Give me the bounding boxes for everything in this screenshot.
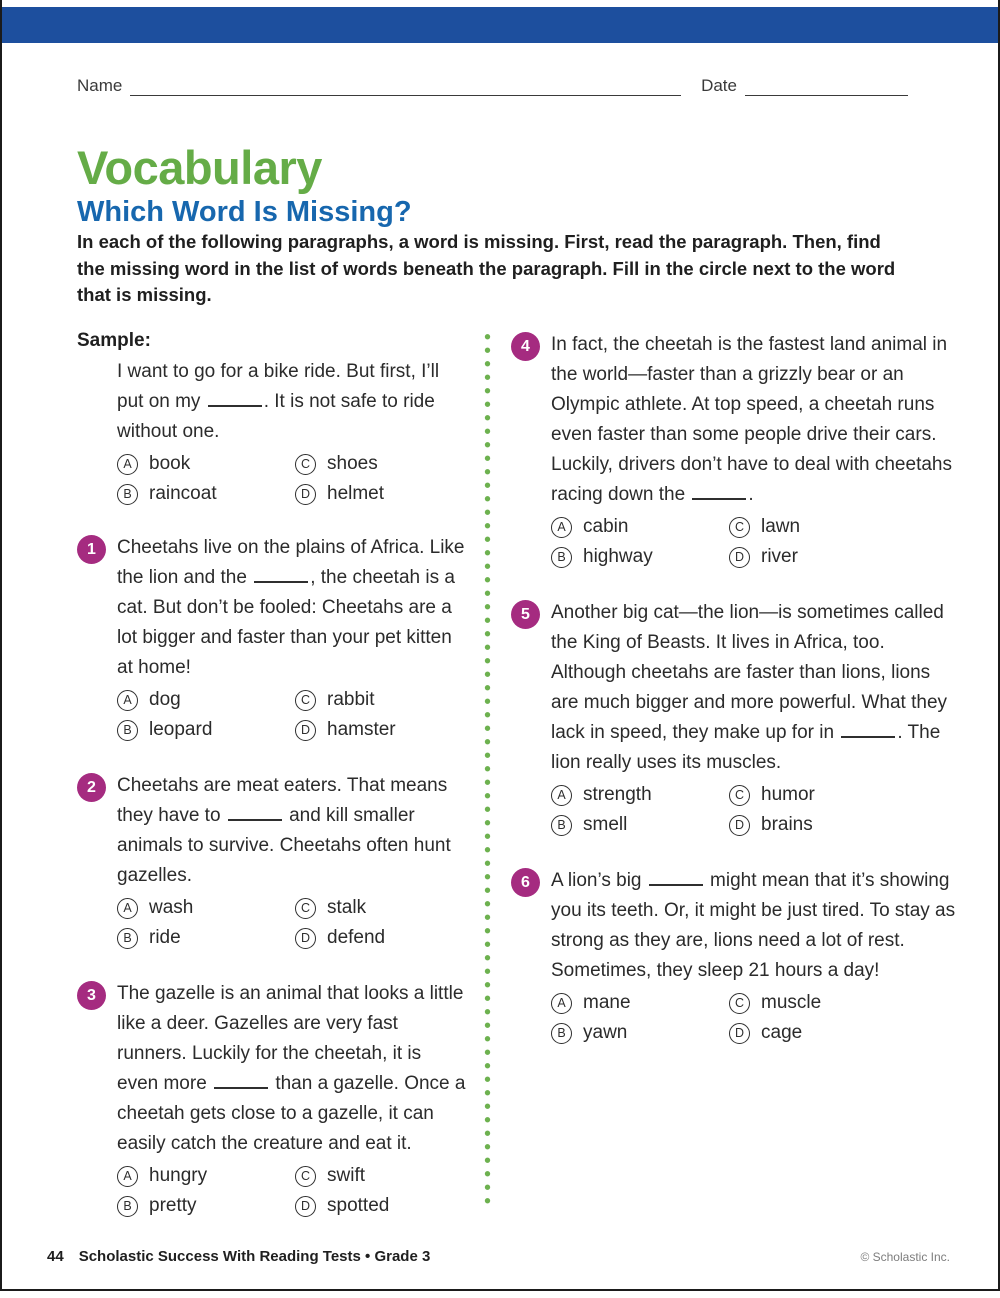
option-text: shoes <box>327 453 378 474</box>
missing-word-blank <box>841 723 895 738</box>
question-2-options <box>117 893 467 953</box>
answer-bubble-A[interactable]: A <box>551 517 572 538</box>
question-2 <box>77 771 467 953</box>
answer-bubble-C[interactable]: C <box>729 785 750 806</box>
option-text: swift <box>327 1165 365 1186</box>
question-3-options <box>117 1161 467 1221</box>
q2-option-C[interactable] <box>295 893 467 923</box>
option-text: mane <box>583 992 631 1013</box>
q2-option-D[interactable] <box>295 923 467 953</box>
question-body <box>551 866 962 1048</box>
question-number-badge: 2 <box>77 773 106 802</box>
sample-options <box>117 449 467 509</box>
question-text: In fact, the cheetah is the fastest land animal in the world—faster than a grizzly bear or an Olympic athlete. At top speed, a cheetah runs even faster than some people drive their cars. Luckily, drivers don’t have to deal with cheetahs racing down the . <box>551 334 952 505</box>
question-6 <box>511 866 962 1048</box>
name-date-row <box>77 76 908 96</box>
question-text: The gazelle is an animal that looks a little like a deer. Gazelles are very fast runners. Luckily for the cheetah, it is even more than a gazelle. Once a cheetah gets close to a gazelle, it can easily catch the creature and eat it. <box>117 983 466 1154</box>
answer-bubble-B[interactable]: B <box>117 720 138 741</box>
option-text: cage <box>761 1022 803 1043</box>
answer-bubble-A[interactable]: A <box>117 898 138 919</box>
answer-bubble-C[interactable]: C <box>295 690 316 711</box>
page-title: Vocabulary <box>77 141 322 194</box>
answer-bubble-C[interactable]: C <box>729 993 750 1014</box>
answer-bubble-C[interactable]: C <box>295 898 316 919</box>
answer-bubble-D[interactable]: D <box>295 928 316 949</box>
option-text: rabbit <box>327 689 375 710</box>
answer-bubble-A[interactable]: A <box>117 454 138 475</box>
question-body <box>117 771 467 953</box>
answer-bubble-D[interactable]: D <box>729 815 750 836</box>
answer-bubble-B[interactable]: B <box>551 1023 572 1044</box>
sample-option-A[interactable] <box>117 449 295 479</box>
sample-label: Sample: <box>77 330 151 351</box>
date-input-line[interactable] <box>745 79 908 96</box>
option-text: humor <box>761 784 815 805</box>
option-text: defend <box>327 927 386 948</box>
question-body <box>551 598 962 840</box>
answer-bubble-D[interactable]: D <box>295 1196 316 1217</box>
sample-option-C[interactable] <box>295 449 467 479</box>
option-text: cabin <box>583 516 629 537</box>
sample-option-B[interactable] <box>117 479 295 509</box>
option-text: strength <box>583 784 652 805</box>
sample-option-D[interactable] <box>295 479 467 509</box>
option-text: spotted <box>327 1195 390 1216</box>
option-text: lawn <box>761 516 801 537</box>
question-1 <box>77 533 467 745</box>
sample-section <box>77 330 467 509</box>
question-6-options <box>551 988 962 1048</box>
question-5 <box>511 598 962 840</box>
q3-option-D[interactable] <box>295 1191 467 1221</box>
question-text: Cheetahs are meat eaters. That means they have to and kill smaller animals to survive. Cheetahs often hunt gazelles. <box>117 775 451 886</box>
option-text: muscle <box>761 992 822 1013</box>
q2-option-B[interactable] <box>117 923 295 953</box>
answer-bubble-D[interactable]: D <box>295 720 316 741</box>
answer-bubble-B[interactable]: B <box>117 484 138 505</box>
question-1-options <box>117 685 467 745</box>
question-number-badge: 6 <box>511 868 540 897</box>
missing-word-blank <box>208 392 262 407</box>
q4-option-A[interactable] <box>551 512 729 542</box>
option-text: highway <box>583 546 653 567</box>
question-body <box>551 330 962 572</box>
page-subtitle: Which Word Is Missing? <box>77 196 412 228</box>
right-column <box>511 330 962 1247</box>
answer-bubble-D[interactable]: D <box>295 484 316 505</box>
option-text: raincoat <box>149 483 217 504</box>
option-text: ride <box>149 927 181 948</box>
option-text: river <box>761 546 798 567</box>
q5-option-B[interactable] <box>551 810 729 840</box>
q5-option-D[interactable] <box>729 810 962 840</box>
question-3 <box>77 979 467 1221</box>
question-text: Cheetahs live on the plains of Africa. Like the lion and the , the cheetah is a cat. But don’t be fooled: Cheetahs are a lot bigger and faster than your pet kitten at home! <box>117 537 465 678</box>
option-text: leopard <box>149 719 213 740</box>
q4-option-B[interactable] <box>551 542 729 572</box>
q1-option-C[interactable] <box>295 685 467 715</box>
answer-bubble-A[interactable]: A <box>551 785 572 806</box>
q5-option-A[interactable] <box>551 780 729 810</box>
option-text: pretty <box>149 1195 197 1216</box>
name-label: Name <box>77 76 123 95</box>
q2-option-A[interactable] <box>117 893 295 923</box>
question-number-badge: 4 <box>511 332 540 361</box>
answer-bubble-B[interactable]: B <box>117 1196 138 1217</box>
missing-word-blank <box>254 568 308 583</box>
missing-word-blank <box>692 485 746 500</box>
option-text: hungry <box>149 1165 208 1186</box>
question-number-badge: 1 <box>77 535 106 564</box>
book-title: Scholastic Success With Reading Tests • Grade 3 <box>78 1248 431 1265</box>
q3-option-B[interactable] <box>117 1191 295 1221</box>
missing-word-blank <box>649 871 703 886</box>
question-text: A lion’s big might mean that it’s showing you its teeth. Or, it might be just tired. To stay as strong as they are, lions need a lot of rest. Sometimes, they sleep 21 hours a day! <box>551 870 956 981</box>
q6-option-C[interactable] <box>729 988 962 1018</box>
question-number-badge: 3 <box>77 981 106 1010</box>
q1-option-D[interactable] <box>295 715 467 745</box>
q1-option-B[interactable] <box>117 715 295 745</box>
worksheet-body <box>77 330 962 1247</box>
copyright: © Scholastic Inc. <box>860 1250 950 1264</box>
answer-bubble-B[interactable]: B <box>551 547 572 568</box>
footer-left <box>47 1248 430 1265</box>
answer-bubble-B[interactable]: B <box>117 928 138 949</box>
left-column <box>77 330 467 1247</box>
option-text: stalk <box>327 897 367 918</box>
instructions: In each of the following paragraphs, a word is missing. First, read the paragraph. Then, find the missing word in the list of words beneath the paragraph. Fill in the circle next to the word that is missing. <box>77 231 896 305</box>
answer-bubble-C[interactable]: C <box>295 454 316 475</box>
q4-option-C[interactable] <box>729 512 962 542</box>
option-text: yawn <box>583 1022 628 1043</box>
answer-bubble-A[interactable]: A <box>117 1166 138 1187</box>
page-footer <box>47 1248 950 1265</box>
sample-text: I want to go for a bike ride. But first, I’ll put on my . It is not safe to ride without one. <box>117 361 440 442</box>
q1-option-A[interactable] <box>117 685 295 715</box>
question-number-badge: 5 <box>511 600 540 629</box>
option-text: hamster <box>327 719 396 740</box>
page-number: 44 <box>47 1248 64 1265</box>
q5-option-C[interactable] <box>729 780 962 810</box>
option-text: wash <box>149 897 194 918</box>
question-4 <box>511 330 962 572</box>
name-input-line[interactable] <box>130 79 681 96</box>
answer-bubble-A[interactable]: A <box>551 993 572 1014</box>
dotted-divider <box>484 330 491 1210</box>
q6-option-A[interactable] <box>551 988 729 1018</box>
top-bar <box>2 7 998 43</box>
option-text: brains <box>761 814 813 835</box>
question-4-options <box>551 512 962 572</box>
q3-option-A[interactable] <box>117 1161 295 1191</box>
option-text: book <box>149 453 191 474</box>
answer-bubble-A[interactable]: A <box>117 690 138 711</box>
q6-option-D[interactable] <box>729 1018 962 1048</box>
missing-word-blank <box>228 806 282 821</box>
question-text: Another big cat—the lion—is sometimes called the King of Beasts. It lives in Africa, too. Although cheetahs are faster than lions, lions are much bigger and more powerful. What they lack in speed, they make up for in . The lion really uses its muscles. <box>551 602 948 773</box>
answer-bubble-C[interactable]: C <box>729 517 750 538</box>
option-text: dog <box>149 689 181 710</box>
question-body <box>117 533 467 745</box>
option-text: helmet <box>327 483 385 504</box>
option-text: smell <box>583 814 628 835</box>
q3-option-C[interactable] <box>295 1161 467 1191</box>
q6-option-B[interactable] <box>551 1018 729 1048</box>
answer-bubble-D[interactable]: D <box>729 1023 750 1044</box>
q4-option-D[interactable] <box>729 542 962 572</box>
answer-bubble-D[interactable]: D <box>729 547 750 568</box>
question-body <box>117 979 467 1221</box>
missing-word-blank <box>214 1074 268 1089</box>
date-label: Date <box>701 76 737 95</box>
answer-bubble-B[interactable]: B <box>551 815 572 836</box>
question-5-options <box>551 780 962 840</box>
answer-bubble-C[interactable]: C <box>295 1166 316 1187</box>
